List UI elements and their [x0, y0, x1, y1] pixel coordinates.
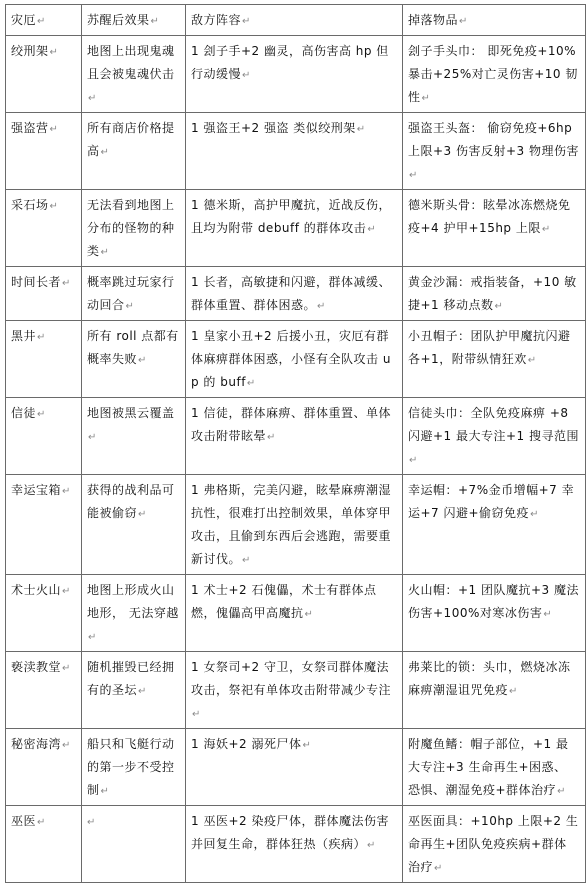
cell-text: 地图上出现鬼魂且会被鬼魂伏击 [87, 44, 175, 81]
paragraph-mark: ↵ [242, 16, 251, 27]
cell-awaken-effect [82, 398, 186, 475]
cell-text: 火山帽：+1 团队魔抗+3 魔法伤害+100%对寒冰伤害 [408, 583, 580, 620]
paragraph-mark: ↵ [62, 740, 71, 751]
paragraph-mark: ↵ [494, 301, 503, 312]
calamity-table [5, 4, 586, 883]
paragraph-mark: ↵ [62, 586, 71, 597]
paragraph-mark: ↵ [409, 170, 418, 181]
cell-awaken-effect [82, 575, 186, 652]
paragraph-mark: ↵ [409, 455, 418, 466]
cell-text: 1 女祭司+2 守卫，女祭司群体魔法攻击，祭祀有单体攻击附带减少专注 [191, 660, 392, 697]
paragraph-mark: ↵ [459, 16, 468, 27]
paragraph-mark: ↵ [317, 301, 326, 312]
table-row [6, 113, 586, 190]
cell-text: 信徒 [11, 406, 37, 420]
header-text: 掉落物品 [408, 13, 459, 27]
cell-text: 时间长者 [11, 275, 62, 289]
cell-text: 1 皇家小丑+2 后援小丑，灾厄有群体麻痹群体困惑，小怪有全队攻击 up 的 buff [191, 329, 391, 389]
header-cell-drops [403, 5, 586, 36]
cell-enemy-lineup [186, 321, 403, 398]
cell-enemy-lineup [186, 36, 403, 113]
cell-calamity [6, 36, 82, 113]
cell-calamity [6, 267, 82, 321]
cell-text: 1 德米斯，高护甲魔抗，近战反伤，且均为附带 debuff 的群体攻击 [191, 198, 391, 235]
cell-text: 获得的战利品可能被偷窃 [87, 483, 175, 520]
cell-awaken-effect [82, 36, 186, 113]
table-row [6, 190, 586, 267]
cell-calamity [6, 475, 82, 575]
paragraph-mark: ↵ [192, 709, 201, 720]
paragraph-mark: ↵ [302, 740, 311, 751]
paragraph-mark: ↵ [88, 632, 97, 643]
table-row [6, 321, 586, 398]
table-row [6, 475, 586, 575]
cell-text: 秘密海湾 [11, 737, 62, 751]
paragraph-mark: ↵ [37, 332, 46, 343]
paragraph-mark: ↵ [527, 355, 537, 366]
paragraph-mark: ↵ [49, 124, 58, 135]
cell-text: 采石场 [11, 198, 49, 212]
cell-calamity [6, 806, 82, 883]
cell-calamity [6, 113, 82, 190]
cell-text: 黑井 [11, 329, 37, 343]
paragraph-mark: ↵ [246, 378, 256, 389]
cell-awaken-effect [82, 321, 186, 398]
paragraph-mark: ↵ [434, 863, 443, 874]
paragraph-mark: ↵ [267, 432, 276, 443]
cell-text: 刽子手头巾： 即死免疫+10%暴击+25%对亡灵伤害+10 韧性 [408, 44, 578, 104]
paragraph-mark: ↵ [37, 16, 46, 27]
cell-text: 巫医面具：+10hp 上限+2 生命再生+团队免疫疾病+群体治疗 [408, 814, 579, 874]
cell-text: 1 巫医+2 染疫尸体，群体魔法伤害并回复生命，群体狂热（疾病） [191, 814, 389, 851]
cell-awaken-effect [82, 729, 186, 806]
paragraph-mark: ↵ [356, 124, 366, 135]
cell-calamity [6, 321, 82, 398]
cell-text: 船只和飞艇行动的第一步不受控制 [87, 737, 175, 797]
table-body [6, 5, 586, 883]
cell-awaken-effect [82, 475, 186, 575]
cell-text: 术士火山 [11, 583, 62, 597]
cell-drops [403, 113, 586, 190]
cell-text: 1 术士+2 石傀儡，术士有群体点燃，傀儡高甲高魔抗 [191, 583, 377, 620]
table-row [6, 575, 586, 652]
table-row [6, 36, 586, 113]
cell-text: 地图上形成火山地形， 无法穿越 [87, 583, 179, 620]
cell-drops [403, 652, 586, 729]
cell-text: 巫医 [11, 814, 37, 828]
cell-drops [403, 475, 586, 575]
cell-enemy-lineup [186, 267, 403, 321]
cell-enemy-lineup [186, 729, 403, 806]
cell-text: 所有商店价格提高 [87, 121, 175, 158]
cell-text: 绞刑架 [11, 44, 49, 58]
paragraph-mark: ↵ [557, 786, 566, 797]
cell-calamity [6, 190, 82, 267]
cell-text: 强盗王头盔： 偷窃免疫+6hp 上限+3 伤害反射+3 物理伤害 [408, 121, 580, 158]
cell-drops [403, 575, 586, 652]
table-row [6, 652, 586, 729]
cell-text: 德米斯头骨：眩晕冰冻燃烧免疫+4 护甲+15hp 上限 [408, 198, 571, 235]
cell-text: 亵渎教堂 [11, 660, 62, 674]
cell-text: 1 强盗王+2 强盗 类似绞刑架 [191, 121, 356, 135]
header-text: 灾厄 [11, 13, 37, 27]
cell-calamity [6, 652, 82, 729]
cell-text: 1 信徒，群体麻痹、群体重置、单体攻击附带眩晕 [191, 406, 391, 443]
cell-enemy-lineup [186, 190, 403, 267]
paragraph-mark: ↵ [367, 224, 376, 235]
header-text: 敌方阵容 [191, 13, 242, 27]
cell-awaken-effect [82, 190, 186, 267]
cell-enemy-lineup [186, 113, 403, 190]
cell-text: 小丑帽子：团队护甲魔抗闪避各+1，附带纵情狂欢 [408, 329, 571, 366]
paragraph-mark: ↵ [138, 686, 147, 697]
cell-drops [403, 398, 586, 475]
cell-calamity [6, 575, 82, 652]
paragraph-mark: ↵ [138, 509, 147, 520]
cell-text: 随机摧毁已经拥有的圣坛 [87, 660, 175, 697]
cell-text: 幸运帽：+7%金币增幅+7 幸运+7 闪避+偷窃免疫 [408, 483, 575, 520]
paragraph-mark: ↵ [62, 663, 71, 674]
cell-awaken-effect [82, 267, 186, 321]
cell-text: 强盗营 [11, 121, 49, 135]
cell-text: 无法看到地图上分布的怪物的种类 [87, 198, 175, 258]
paragraph-mark: ↵ [541, 224, 551, 235]
cell-text: 所有 roll 点都有概率失败 [87, 329, 179, 366]
cell-text: 信徒头巾：全队免疫麻痹 +8 闪避+1 最大专注+1 搜寻范围 [408, 406, 580, 443]
paragraph-mark: ↵ [62, 486, 71, 497]
cell-drops [403, 321, 586, 398]
cell-text: 1 刽子手+2 幽灵，高伤害高 hp 但行动缓慢 [191, 44, 389, 81]
cell-text: 1 海妖+2 溺死尸体 [191, 737, 302, 751]
header-text: 苏醒后效果 [87, 13, 150, 27]
header-cell-awaken-effect [82, 5, 186, 36]
cell-enemy-lineup [186, 398, 403, 475]
header-row [6, 5, 586, 36]
cell-awaken-effect [82, 113, 186, 190]
paragraph-mark: ↵ [242, 555, 251, 566]
cell-text: 1 长者，高敏捷和闪避，群体减缓、群体重置、群体困惑。 [191, 275, 391, 312]
cell-drops [403, 190, 586, 267]
header-cell-calamity [6, 5, 82, 36]
cell-enemy-lineup [186, 652, 403, 729]
table-row [6, 729, 586, 806]
paragraph-mark: ↵ [37, 817, 46, 828]
cell-drops [403, 806, 586, 883]
cell-text: 黄金沙漏：戒指装备，+10 敏捷+1 移动点数 [408, 275, 577, 312]
table-row [6, 806, 586, 883]
cell-calamity [6, 729, 82, 806]
cell-text: 概率跳过玩家行动回合 [87, 275, 175, 312]
cell-enemy-lineup [186, 806, 403, 883]
cell-awaken-effect [82, 806, 186, 883]
paragraph-mark: ↵ [125, 301, 134, 312]
cell-text: 弗莱比的锁：头巾，燃烧冰冻麻痹潮湿诅咒免疫 [408, 660, 571, 697]
paragraph-mark: ↵ [100, 147, 109, 158]
paragraph-mark: ↵ [367, 840, 376, 851]
paragraph-mark: ↵ [421, 93, 430, 104]
cell-text: 附魔鱼鳍：帽子部位，+1 最大专注+3 生命再生+困惑、恐惧、潮湿免疫+群体治疗 [408, 737, 569, 797]
paragraph-mark: ↵ [509, 686, 518, 697]
cell-drops [403, 267, 586, 321]
cell-enemy-lineup [186, 575, 403, 652]
cell-drops [403, 36, 586, 113]
cell-enemy-lineup [186, 475, 403, 575]
paragraph-mark: ↵ [138, 355, 147, 366]
cell-text: 幸运宝箱 [11, 483, 62, 497]
cell-calamity [6, 398, 82, 475]
paragraph-mark: ↵ [62, 278, 71, 289]
paragraph-mark: ↵ [543, 609, 552, 620]
paragraph-mark: ↵ [100, 786, 109, 797]
table-row [6, 267, 586, 321]
paragraph-mark: ↵ [88, 93, 97, 104]
paragraph-mark: ↵ [242, 70, 251, 81]
header-cell-enemy-lineup [186, 5, 403, 36]
cell-text: 地图被黑云覆盖 [87, 406, 175, 420]
paragraph-mark: ↵ [100, 247, 109, 258]
cell-awaken-effect [82, 652, 186, 729]
paragraph-mark: ↵ [37, 409, 46, 420]
paragraph-mark: ↵ [530, 509, 539, 520]
cell-text: 1 弗格斯，完美闪避，眩晕麻痹潮湿抗性，很难打出控制效果，单体穿甲攻击，且偷到东西后会逃跑，需要重新讨伐。 [191, 483, 392, 566]
paragraph-mark: ↵ [304, 609, 313, 620]
table-row [6, 398, 586, 475]
cell-drops [403, 729, 586, 806]
paragraph-mark: ↵ [87, 817, 96, 828]
paragraph-mark: ↵ [49, 47, 58, 58]
paragraph-mark: ↵ [150, 16, 159, 27]
paragraph-mark: ↵ [49, 201, 58, 212]
paragraph-mark: ↵ [88, 432, 97, 443]
